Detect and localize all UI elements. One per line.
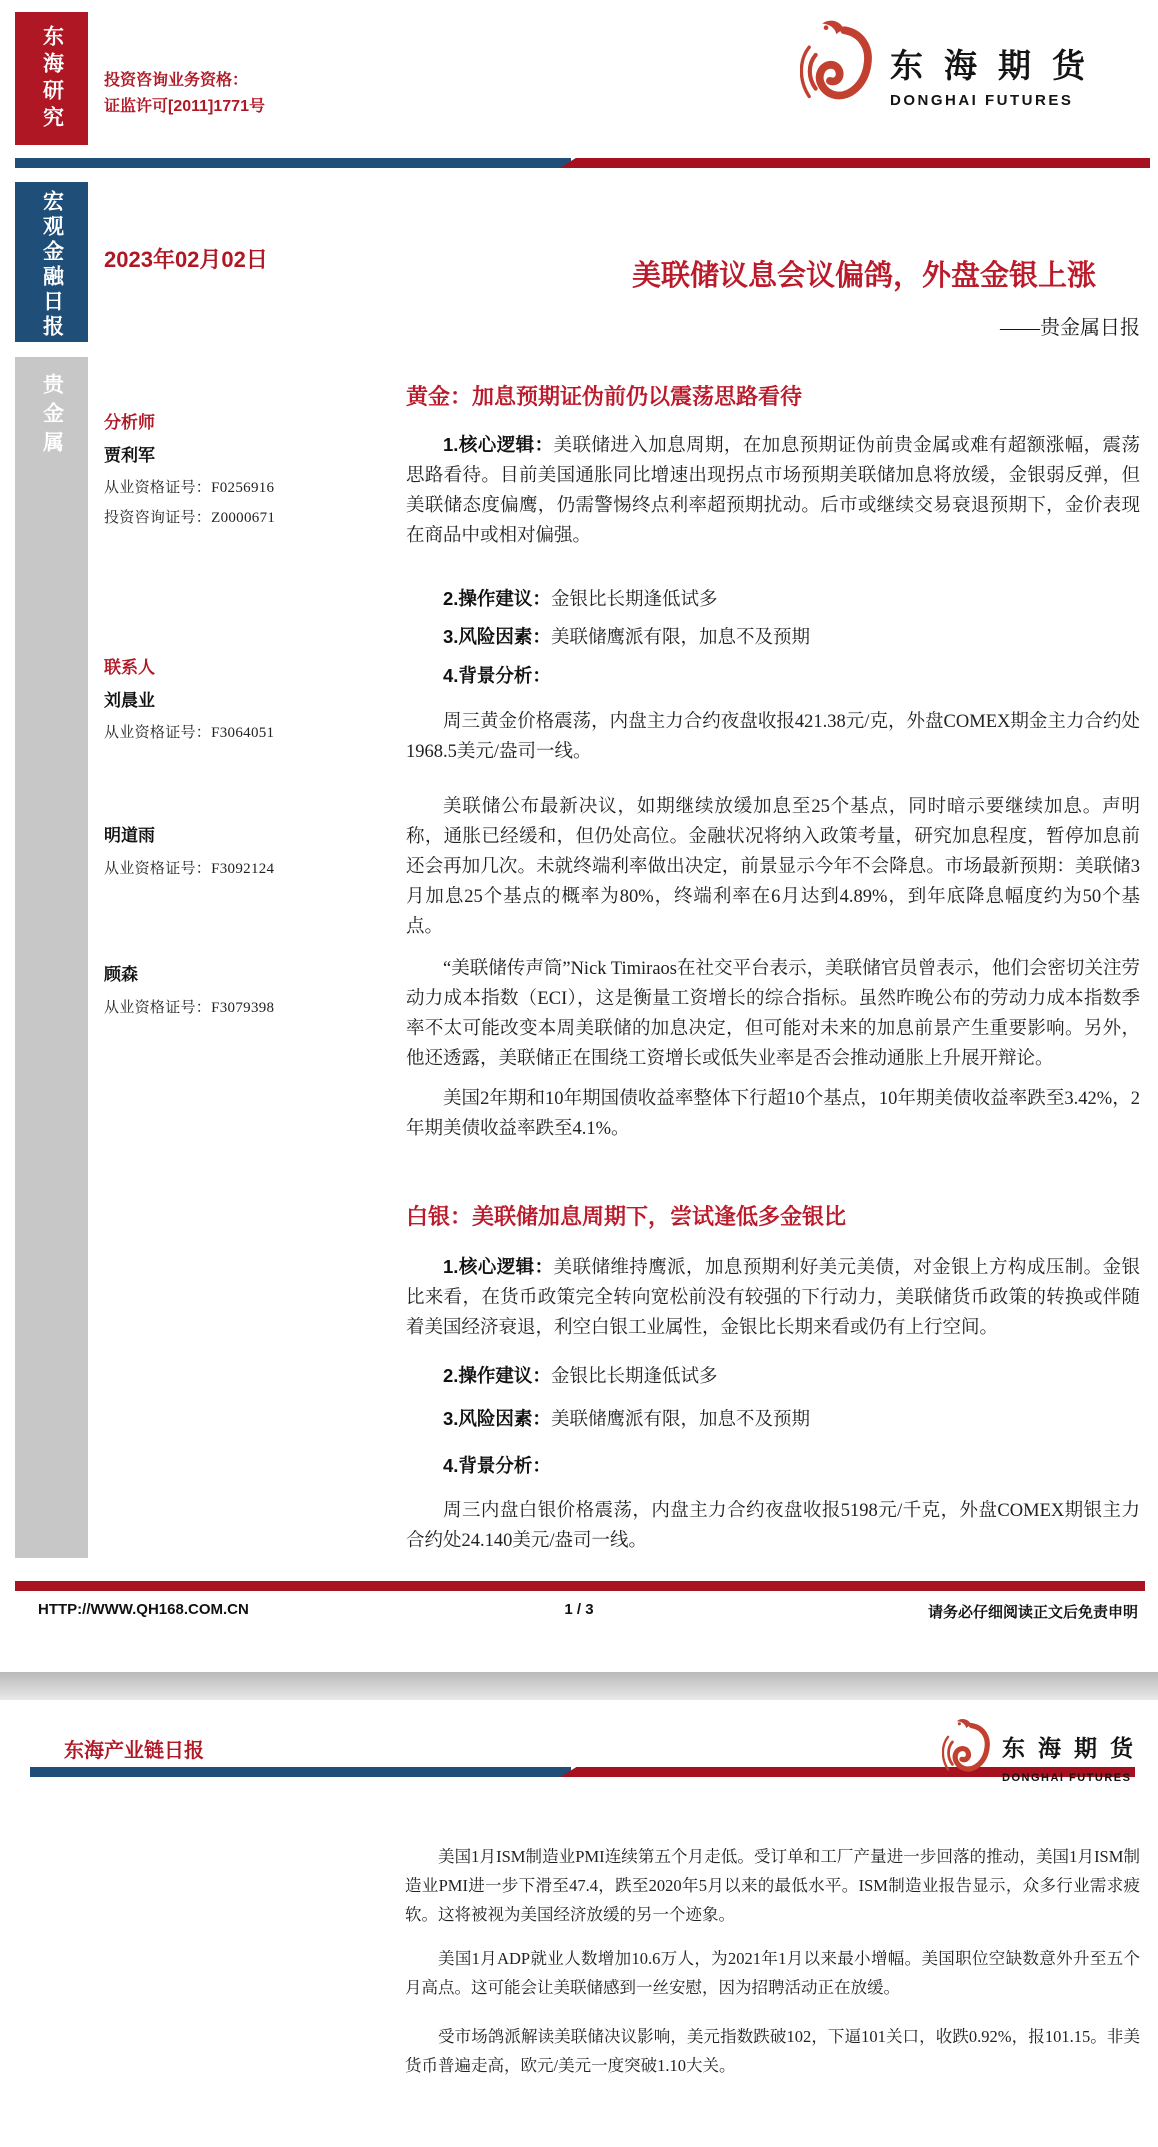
gold-background-paragraph: 周三黄金价格震荡，内盘主力合约夜盘收报421.38元/克，外盘COMEX期金主力合约处1968.5美元/盎司一线。 — [406, 712, 1140, 762]
logo-name-en: DONGHAI FUTURES — [1002, 1772, 1132, 1784]
dragon-logo-icon — [942, 1716, 994, 1780]
page-number: 1 / 3 — [564, 1601, 594, 1618]
report-body — [406, 382, 1140, 1556]
silver-advice — [406, 1361, 1140, 1392]
logo-name-cn: 东海期货 — [890, 47, 1106, 84]
gold-core-logic — [406, 430, 1140, 551]
footer-disclaimer: 请务必仔细阅读正文后免责申明 — [927, 1604, 1138, 1621]
subcategory-tab-label: 贵金属 — [40, 373, 64, 460]
divider-bar-blue-segment — [30, 1767, 571, 1777]
header-divider-bar — [15, 158, 1150, 168]
analyst-advisory-number: 投资咨询证号：Z0000671 — [104, 510, 276, 526]
page2-paragraph: 美国1月ISM制造业PMI连续第五个月走低。受订单和工厂产量进一步回落的推动，美国1月ISM制造业PMI进一步下滑至47.4，跌至2020年5月以来的最低水平。ISM制造业报告显示，众多行业需求疲软。这将被视为美国经济放缓的另一个迹象。 — [405, 1847, 1140, 1924]
item-text: 美联储维持鹰派，加息预期利好美元美债，对金银上方构成压制。金银比来看，在货币政策完全转向宽松前没有较强的下行动力，美联储货币政策的转换或伴随着美国经济衰退，利空白银工业属性，金银比长期来看或仍有上行空间。 — [406, 1258, 1140, 1338]
gold-background-label — [406, 661, 1140, 692]
footer — [0, 1601, 1158, 1629]
page2-body — [405, 1842, 1140, 2080]
item-label: 2.操作建议： — [443, 588, 551, 609]
analyst-name: 贾利军 — [104, 446, 155, 465]
gold-background-paragraph: 美国2年期和10年期国债收益率整体下行超10个基点，10年期美债收益率跌至3.42%，2年期美债收益率跌至4.1%。 — [406, 1089, 1140, 1139]
silver-background-label — [406, 1451, 1140, 1482]
item-label: 1.核心逻辑： — [443, 434, 554, 455]
page2-header-title: 东海产业链日报 — [64, 1740, 204, 1762]
report-subtitle: ——贵金属日报 — [1000, 317, 1140, 339]
contact-section-label: 联系人 — [104, 658, 155, 677]
gold-risk — [406, 622, 1140, 653]
qualification-line1: 投资咨询业务资格： — [104, 72, 249, 89]
gold-background-paragraph: 美联储公布最新决议，如期继续放缓加息至25个基点，同时暗示要继续加息。声明称，通胀已经缓和，但仍处高位。金融状况将纳入政策考量，研究加息程度，暂停加息前还会再加几次。未就终端利率做出决定，前景显示今年不会降息。市场最新预期：美联储3月加息25个基点的概率为80%，终端利率在6月达到4.89%，到年底降息幅度约为50个基点。 — [406, 797, 1140, 937]
silver-section-heading: 白银：美联储加息周期下，尝试逢低多金银比 — [406, 1204, 847, 1229]
category-tab-label: 宏观金融日报 — [40, 190, 64, 340]
silver-background-paragraph: 周三内盘白银价格震荡，内盘主力合约夜盘收报5198元/千克，外盘COMEX期银主力合约处24.140美元/盎司一线。 — [406, 1501, 1140, 1551]
item-text: 美联储进入加息周期，在加息预期证伪前贵金属或难有超额涨幅，震荡思路看待。目前美国通胀同比增速出现拐点市场预期美联储加息将放缓，金银弱反弹，但美联储态度偏鹰，仍需警惕终点利率超预期扰动。后市或继续交易衰退预期下，金价表现在商品中或相对偏强。 — [406, 436, 1140, 546]
divider-bar-blue-segment — [15, 158, 571, 168]
page2-paragraph: 美国1月ADP就业人数增加10.6万人，为2021年1月以来最小增幅。美国职位空缺数意外升至五个月高点。这可能会让美联储感到一丝安慰，因为招聘活动正在放缓。 — [405, 1949, 1140, 1997]
divider-bar-red-segment — [560, 158, 1150, 168]
contact-name: 刘晨业 — [104, 691, 155, 710]
item-label: 4.背景分析： — [443, 1455, 551, 1476]
qualification-text — [104, 68, 265, 120]
analyst-cert-number: 从业资格证号：F0256916 — [104, 480, 275, 496]
contact-cert-number: 从业资格证号：F3064051 — [104, 725, 275, 741]
item-label: 2.操作建议： — [443, 1365, 551, 1386]
silver-risk — [406, 1404, 1140, 1435]
item-label: 4.背景分析： — [443, 665, 551, 686]
qualification-line2: 证监许可[2011]1771号 — [104, 98, 265, 115]
company-logo — [942, 1716, 1146, 1784]
report-date: 2023年02月02日 — [104, 247, 268, 272]
contact-name: 明道雨 — [104, 826, 155, 845]
item-text: 金银比长期逢低试多 — [550, 1367, 718, 1387]
logo-name-en: DONGHAI FUTURES — [890, 92, 1074, 109]
contact-name: 顾森 — [104, 965, 138, 984]
logo-name-cn: 东海期货 — [1002, 1735, 1146, 1761]
analyst-column — [104, 408, 324, 1017]
company-logo — [800, 16, 1106, 112]
item-label: 3.风险因素： — [443, 1408, 551, 1429]
category-tab — [15, 182, 88, 342]
gold-background-paragraph: “美联储传声筒”Nick Timiraos在社交平台表示，美联储官员曾表示，他们会密切关注劳动力成本指数（ECI），这是衡量工资增长的综合指标。虽然昨晚公布的劳动力成本指数季率不太可能改变本周美联储的加息决定，但可能对未来的加息前景产生重要影响。另外，他还透露，美联储正在围绕工资增长或低失业率是否会推动通胀上升展开辩论。 — [406, 959, 1140, 1069]
logo-text — [1002, 1716, 1146, 1784]
analyst-section-label: 分析师 — [104, 413, 155, 432]
footer-website-link[interactable]: HTTP://WWW.QH168.COM.CN — [38, 1601, 249, 1618]
page2-paragraph: 受市场鸽派解读美联储决议影响，美元指数跌破102，下逼101关口，收跌0.92%，报101.15。非美货币普遍走高，欧元/美元一度突破1.10大关。 — [405, 2027, 1140, 2075]
item-text: 美联储鹰派有限，加息不及预期 — [550, 628, 810, 648]
item-text: 金银比长期逢低试多 — [550, 590, 718, 610]
item-text: 美联储鹰派有限，加息不及预期 — [550, 1410, 810, 1430]
contact-cert-number: 从业资格证号：F3079398 — [104, 1000, 275, 1016]
page-divider — [0, 1672, 1158, 1700]
brand-box — [15, 12, 88, 145]
logo-text — [890, 16, 1106, 109]
gold-advice — [406, 584, 1140, 615]
brand-vertical-label: 东海研究 — [40, 24, 64, 133]
contact-cert-number: 从业资格证号：F3092124 — [104, 861, 275, 877]
footer-rule — [15, 1581, 1145, 1591]
dragon-logo-icon — [800, 16, 878, 112]
subcategory-tab — [15, 357, 88, 1558]
silver-core-logic — [406, 1252, 1140, 1343]
report-title: 美联储议息会议偏鸽，外盘金银上涨 — [631, 260, 1096, 292]
item-label: 3.风险因素： — [443, 626, 551, 647]
item-label: 1.核心逻辑： — [443, 1256, 554, 1277]
gold-section-heading: 黄金：加息预期证伪前仍以震荡思路看待 — [406, 384, 803, 409]
